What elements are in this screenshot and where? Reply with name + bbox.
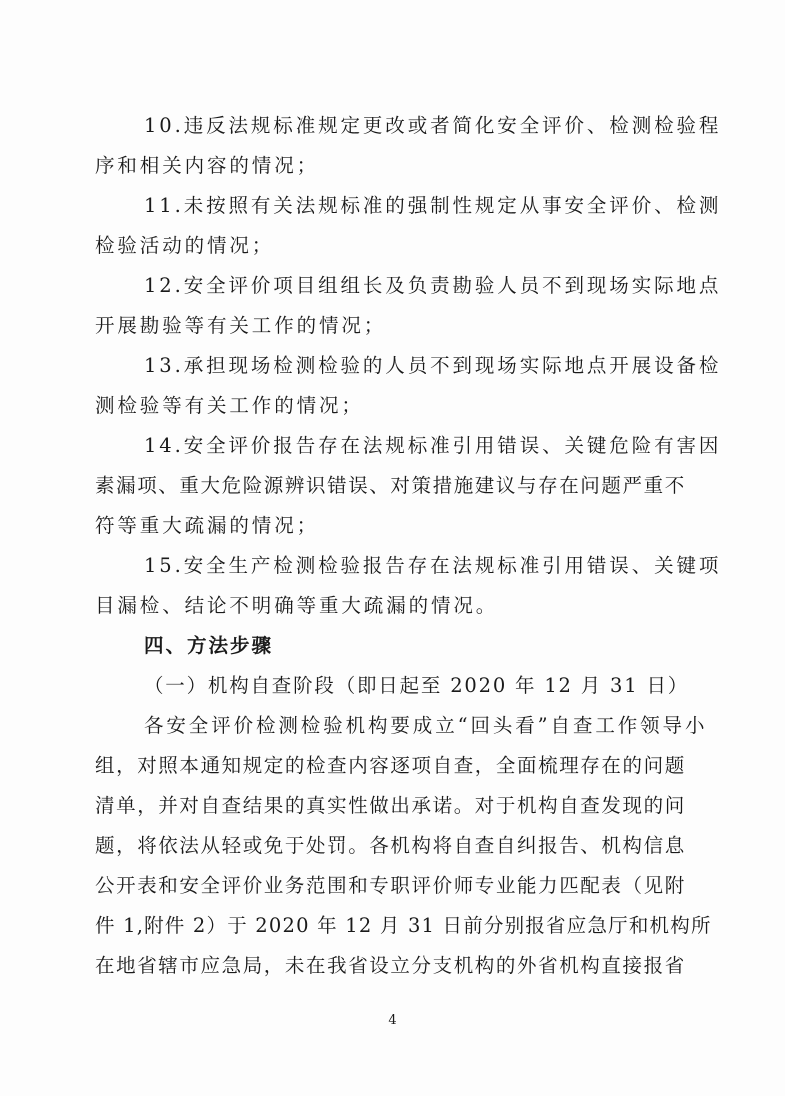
paragraph-line-3: 清单，并对自查结果的真实性做出承诺。对于机构自查发现的问 xyxy=(95,794,686,817)
paragraph-line-7: 在地省辖市应急局，未在我省设立分支机构的外省机构直接报省 xyxy=(95,954,686,977)
section-heading: 四、方法步骤 xyxy=(144,634,274,657)
item-15-line-1: 15.安全生产检测检验报告存在法规标准引用错误、关键项 xyxy=(144,554,722,577)
item-12-line-2: 开展勘验等有关工作的情况； xyxy=(95,314,387,337)
subsection-heading: （一）机构自查阶段（即日起至 2020 年 12 月 31 日） xyxy=(144,674,690,697)
paragraph-line-1: 各安全评价检测检验机构要成立“回头看”自查工作领导小 xyxy=(144,714,708,737)
page-number: 4 xyxy=(388,1013,397,1028)
item-12-line-1: 12.安全评价项目组组长及负责勘验人员不到现场实际地点 xyxy=(144,274,722,297)
item-11-line-1: 11.未按照有关法规标准的强制性规定从事安全评价、检测 xyxy=(144,194,722,217)
paragraph-line-5: 公开表和安全评价业务范围和专职评价师专业能力匹配表（见附 xyxy=(95,874,686,897)
item-10-line-2: 序和相关内容的情况； xyxy=(95,154,320,177)
paragraph-line-6: 件 1,附件 2）于 2020 年 12 月 31 日前分别报省应急厅和机构所 xyxy=(95,914,712,937)
item-14-line-3: 符等重大疏漏的情况； xyxy=(95,514,320,537)
item-13-line-1: 13.承担现场检测检验的人员不到现场实际地点开展设备检 xyxy=(144,354,722,377)
item-10-line-1: 10.违反法规标准规定更改或者简化安全评价、检测检验程 xyxy=(144,114,722,137)
item-13-line-2: 测检验等有关工作的情况； xyxy=(95,394,364,417)
item-15-line-2: 目漏检、结论不明确等重大疏漏的情况。 xyxy=(95,594,499,617)
item-14-line-1: 14.安全评价报告存在法规标准引用错误、关键危险有害因 xyxy=(144,434,722,457)
paragraph-line-2: 组，对照本通知规定的检查内容逐项自查，全面梳理存在的问题 xyxy=(95,754,686,777)
paragraph-line-4: 题，将依法从轻或免于处罚。各机构将自查自纠报告、机构信息 xyxy=(95,834,686,857)
item-11-line-2: 检验活动的情况； xyxy=(95,234,275,257)
item-14-line-2: 素漏项、重大危险源辨识错误、对策措施建议与存在问题严重不 xyxy=(95,474,686,497)
